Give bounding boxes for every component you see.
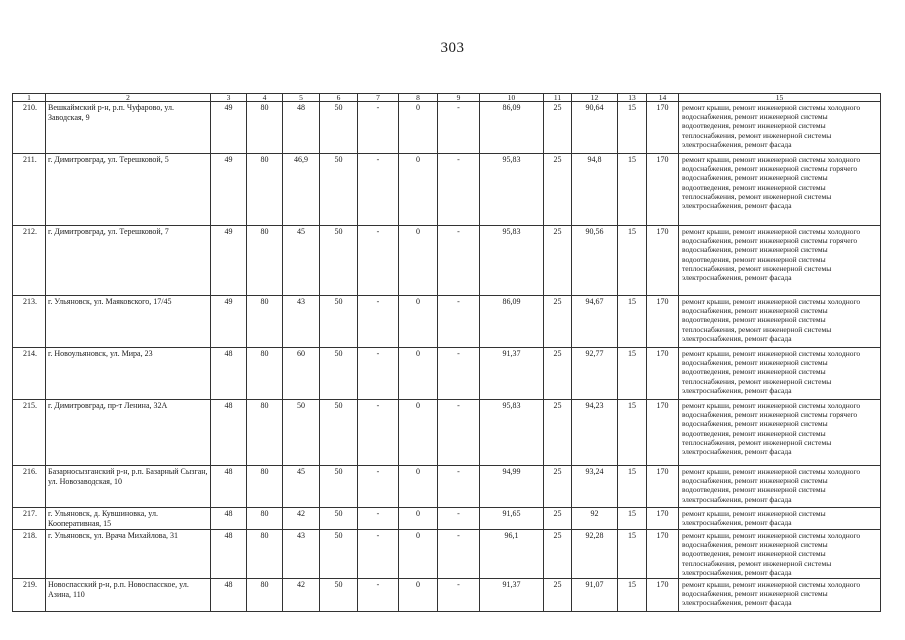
col-13: 15 <box>618 508 647 530</box>
table-row <box>13 466 881 508</box>
col-3: 48 <box>211 579 247 612</box>
col-13: 15 <box>618 296 647 348</box>
col-5: 45 <box>283 466 320 508</box>
col-10: 94,99 <box>480 466 544 508</box>
row-number: 213. <box>13 296 46 348</box>
col-header: 8 <box>399 94 438 102</box>
col-4: 80 <box>247 102 283 154</box>
row-number: 216. <box>13 466 46 508</box>
col-5: 46,9 <box>283 154 320 226</box>
col-12: 94,67 <box>572 296 618 348</box>
col-8: 0 <box>399 226 438 296</box>
col-5: 45 <box>283 226 320 296</box>
col-header: 15 <box>679 94 881 102</box>
col-10: 91,37 <box>480 348 544 400</box>
table-row <box>13 226 881 296</box>
col-7: - <box>358 579 399 612</box>
address: Новоспасский р-н, р.п. Новоспасское, ул. Азина, 110 <box>46 579 211 612</box>
col-13: 15 <box>618 154 647 226</box>
col-header: 3 <box>211 94 247 102</box>
row-number: 215. <box>13 400 46 466</box>
work-list: ремонт крыши, ремонт инженерной системы холодного водоснабжения, ремонт инженерной системы горячего водоснабжения, ремонт инженерной системы водоотведения, ремонт инженерной системы теплоснабжения, ремонт инженерной системы электроснабжения, ремонт фасада <box>679 400 881 466</box>
col-10: 86,09 <box>480 296 544 348</box>
col-4: 80 <box>247 226 283 296</box>
col-9: - <box>438 530 480 579</box>
col-7: - <box>358 102 399 154</box>
col-11: 25 <box>544 154 572 226</box>
col-8: 0 <box>399 466 438 508</box>
col-header: 4 <box>247 94 283 102</box>
col-7: - <box>358 226 399 296</box>
row-number: 218. <box>13 530 46 579</box>
address: г. Ульяновск, ул. Маяковского, 17/45 <box>46 296 211 348</box>
col-5: 43 <box>283 296 320 348</box>
col-14: 170 <box>647 530 679 579</box>
col-4: 80 <box>247 466 283 508</box>
col-13: 15 <box>618 102 647 154</box>
col-11: 25 <box>544 296 572 348</box>
col-4: 80 <box>247 508 283 530</box>
col-6: 50 <box>320 348 358 400</box>
col-10: 95,83 <box>480 226 544 296</box>
col-10: 95,83 <box>480 154 544 226</box>
col-header: 1 <box>13 94 46 102</box>
col-6: 50 <box>320 530 358 579</box>
col-6: 50 <box>320 226 358 296</box>
col-7: - <box>358 154 399 226</box>
col-8: 0 <box>399 530 438 579</box>
col-12: 91,07 <box>572 579 618 612</box>
col-13: 15 <box>618 400 647 466</box>
table-row <box>13 348 881 400</box>
col-7: - <box>358 296 399 348</box>
col-6: 50 <box>320 508 358 530</box>
col-14: 170 <box>647 508 679 530</box>
work-list: ремонт крыши, ремонт инженерной системы холодного водоснабжения, ремонт инженерной системы горячего водоснабжения, ремонт инженерной системы водоотведения, ремонт инженерной системы теплоснабжения, ремонт инженерной системы электроснабжения, ремонт фасада <box>679 154 881 226</box>
col-8: 0 <box>399 102 438 154</box>
table-row <box>13 296 881 348</box>
col-11: 25 <box>544 466 572 508</box>
address: г. Ульяновск, д. Кувшиновка, ул. Кооперативная, 15 <box>46 508 211 530</box>
address: г. Димитровград, ул. Терешковой, 7 <box>46 226 211 296</box>
col-header: 11 <box>544 94 572 102</box>
col-header: 9 <box>438 94 480 102</box>
col-6: 50 <box>320 579 358 612</box>
address: Базарносызганский р-н, р.п. Базарный Сызган, ул. Новозаводская, 10 <box>46 466 211 508</box>
col-4: 80 <box>247 154 283 226</box>
table-row <box>13 102 881 154</box>
col-header: 6 <box>320 94 358 102</box>
col-4: 80 <box>247 296 283 348</box>
col-11: 25 <box>544 530 572 579</box>
col-3: 48 <box>211 530 247 579</box>
col-7: - <box>358 508 399 530</box>
col-11: 25 <box>544 579 572 612</box>
col-3: 48 <box>211 508 247 530</box>
col-14: 170 <box>647 466 679 508</box>
col-10: 96,1 <box>480 530 544 579</box>
col-9: - <box>438 296 480 348</box>
col-4: 80 <box>247 530 283 579</box>
col-6: 50 <box>320 400 358 466</box>
col-11: 25 <box>544 226 572 296</box>
col-7: - <box>358 530 399 579</box>
col-14: 170 <box>647 579 679 612</box>
work-list: ремонт крыши, ремонт инженерной системы электроснабжения, ремонт фасада <box>679 508 881 530</box>
col-header: 2 <box>46 94 211 102</box>
col-header: 12 <box>572 94 618 102</box>
col-8: 0 <box>399 348 438 400</box>
col-12: 90,64 <box>572 102 618 154</box>
work-list: ремонт крыши, ремонт инженерной системы холодного водоснабжения, ремонт инженерной системы электроснабжения, ремонт фасада <box>679 579 881 612</box>
col-3: 48 <box>211 400 247 466</box>
col-5: 50 <box>283 400 320 466</box>
address: г. Ульяновск, ул. Врача Михайлова, 31 <box>46 530 211 579</box>
repair-table <box>12 93 881 612</box>
col-14: 170 <box>647 226 679 296</box>
col-11: 25 <box>544 400 572 466</box>
col-8: 0 <box>399 508 438 530</box>
col-8: 0 <box>399 296 438 348</box>
col-3: 49 <box>211 102 247 154</box>
row-number: 219. <box>13 579 46 612</box>
col-8: 0 <box>399 154 438 226</box>
col-header: 5 <box>283 94 320 102</box>
col-header: 7 <box>358 94 399 102</box>
col-14: 170 <box>647 400 679 466</box>
col-6: 50 <box>320 154 358 226</box>
col-14: 170 <box>647 348 679 400</box>
work-list: ремонт крыши, ремонт инженерной системы холодного водоснабжения, ремонт инженерной системы водоотведения, ремонт инженерной системы теплоснабжения, ремонт инженерной системы электроснабжения, ремонт фасада <box>679 296 881 348</box>
col-12: 92,28 <box>572 530 618 579</box>
work-list: ремонт крыши, ремонт инженерной системы холодного водоснабжения, ремонт инженерной системы водоотведения, ремонт инженерной системы теплоснабжения, ремонт инженерной системы электроснабжения, ремонт фасада <box>679 102 881 154</box>
col-12: 90,56 <box>572 226 618 296</box>
col-4: 80 <box>247 348 283 400</box>
col-12: 93,24 <box>572 466 618 508</box>
page-number: 303 <box>440 40 465 56</box>
address: г. Новоульяновск, ул. Мира, 23 <box>46 348 211 400</box>
col-5: 42 <box>283 508 320 530</box>
col-12: 94,8 <box>572 154 618 226</box>
col-9: - <box>438 348 480 400</box>
col-8: 0 <box>399 400 438 466</box>
col-9: - <box>438 400 480 466</box>
col-11: 25 <box>544 348 572 400</box>
col-14: 170 <box>647 102 679 154</box>
col-13: 15 <box>618 226 647 296</box>
row-number: 210. <box>13 102 46 154</box>
col-13: 15 <box>618 530 647 579</box>
work-list: ремонт крыши, ремонт инженерной системы холодного водоснабжения, ремонт инженерной системы водоотведения, ремонт инженерной системы электроснабжения, ремонт фасада <box>679 466 881 508</box>
col-6: 50 <box>320 102 358 154</box>
col-header: 10 <box>480 94 544 102</box>
col-13: 15 <box>618 348 647 400</box>
work-list: ремонт крыши, ремонт инженерной системы холодного водоснабжения, ремонт инженерной системы водоотведения, ремонт инженерной системы теплоснабжения, ремонт инженерной системы электроснабжения, ремонт фасада <box>679 530 881 579</box>
col-6: 50 <box>320 466 358 508</box>
col-4: 80 <box>247 579 283 612</box>
table-row <box>13 508 881 530</box>
col-header: 14 <box>647 94 679 102</box>
col-5: 42 <box>283 579 320 612</box>
col-7: - <box>358 466 399 508</box>
col-11: 25 <box>544 102 572 154</box>
col-4: 80 <box>247 400 283 466</box>
col-9: - <box>438 579 480 612</box>
table-row <box>13 400 881 466</box>
col-3: 48 <box>211 348 247 400</box>
col-7: - <box>358 348 399 400</box>
col-header: 13 <box>618 94 647 102</box>
col-10: 86,09 <box>480 102 544 154</box>
row-number: 212. <box>13 226 46 296</box>
col-14: 170 <box>647 154 679 226</box>
col-9: - <box>438 466 480 508</box>
col-3: 48 <box>211 466 247 508</box>
row-number: 214. <box>13 348 46 400</box>
address: г. Димитровград, ул. Терешковой, 5 <box>46 154 211 226</box>
col-10: 91,37 <box>480 579 544 612</box>
col-7: - <box>358 400 399 466</box>
col-10: 91,65 <box>480 508 544 530</box>
col-14: 170 <box>647 296 679 348</box>
col-12: 94,23 <box>572 400 618 466</box>
col-5: 60 <box>283 348 320 400</box>
col-11: 25 <box>544 508 572 530</box>
table-row <box>13 154 881 226</box>
work-list: ремонт крыши, ремонт инженерной системы холодного водоснабжения, ремонт инженерной системы горячего водоснабжения, ремонт инженерной системы водоотведения, ремонт инженерной системы теплоснабжения, ремонт инженерной системы электроснабжения, ремонт фасада <box>679 226 881 296</box>
col-9: - <box>438 102 480 154</box>
col-3: 49 <box>211 226 247 296</box>
col-9: - <box>438 226 480 296</box>
header-row <box>13 94 881 102</box>
col-9: - <box>438 154 480 226</box>
work-list: ремонт крыши, ремонт инженерной системы холодного водоснабжения, ремонт инженерной системы водоотведения, ремонт инженерной системы теплоснабжения, ремонт инженерной системы электроснабжения, ремонт фасада <box>679 348 881 400</box>
col-12: 92,77 <box>572 348 618 400</box>
row-number: 217. <box>13 508 46 530</box>
col-8: 0 <box>399 579 438 612</box>
col-5: 43 <box>283 530 320 579</box>
col-10: 95,83 <box>480 400 544 466</box>
col-12: 92 <box>572 508 618 530</box>
address: Вешкаймский р-н, р.п. Чуфарово, ул. Заводская, 9 <box>46 102 211 154</box>
col-3: 49 <box>211 296 247 348</box>
table-row <box>13 579 881 612</box>
col-9: - <box>438 508 480 530</box>
col-3: 49 <box>211 154 247 226</box>
row-number: 211. <box>13 154 46 226</box>
address: г. Димитровград, пр-т Ленина, 32А <box>46 400 211 466</box>
table-row <box>13 530 881 579</box>
col-13: 15 <box>618 466 647 508</box>
col-6: 50 <box>320 296 358 348</box>
col-5: 48 <box>283 102 320 154</box>
col-13: 15 <box>618 579 647 612</box>
